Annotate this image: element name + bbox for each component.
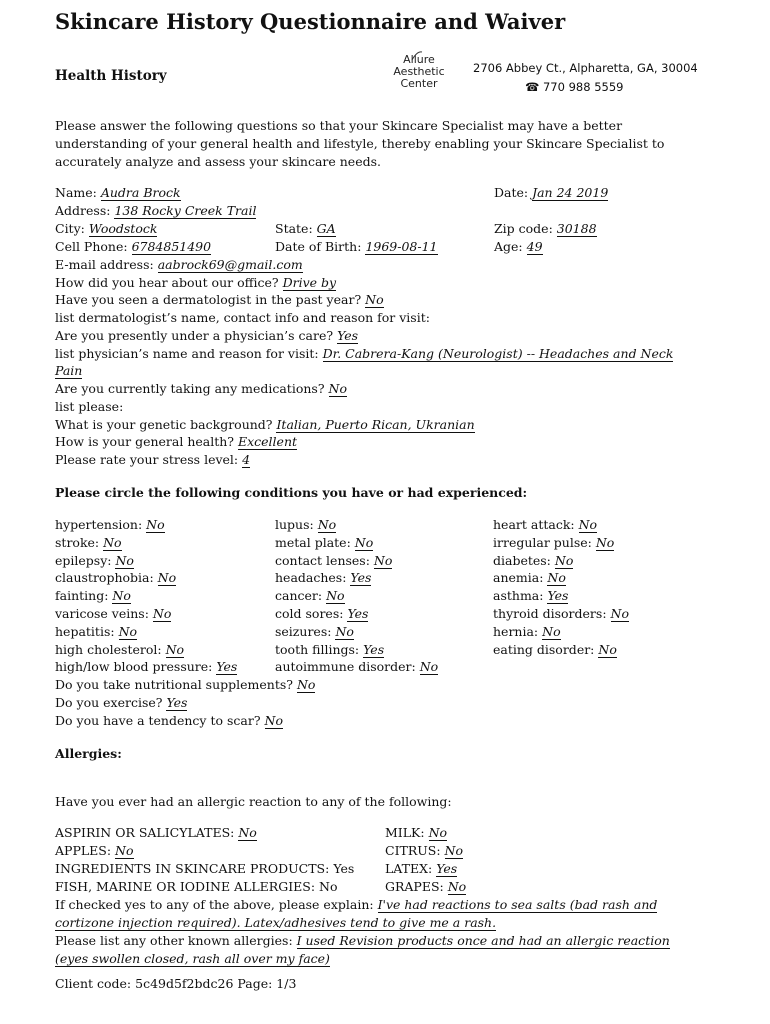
age-field: Age: 49 — [494, 239, 543, 254]
allergy-label: APPLES: — [55, 843, 112, 858]
condition-label: stroke: — [55, 534, 100, 550]
condition-label: anemia: — [493, 570, 544, 586]
allergy-label: CITRUS: — [385, 843, 441, 858]
footer: Client code: 5c49d5f2bdc26 Page: 1/3 — [55, 976, 297, 991]
physician-list-value: Dr. Cabrera-Kang (Neurologist) -- Headaches and Neck — [322, 346, 674, 361]
logo-line-1: Allure — [403, 53, 435, 66]
condition-label: hernia: — [493, 623, 539, 639]
condition-row — [275, 517, 438, 535]
physician-value: Yes — [337, 328, 359, 343]
general-health-value: Excellent — [237, 434, 298, 449]
condition-row — [275, 535, 438, 553]
allergy-row — [55, 843, 354, 861]
condition-value: No — [165, 641, 185, 657]
condition-value: No — [317, 517, 337, 532]
lifestyle-row — [55, 713, 315, 731]
physician-list-field: list physician’s name and reason for visit: Dr. Cabrera-Kang (Neurologist) -- Headaches and Neck — [55, 346, 674, 361]
condition-label: autoimmune disorder: — [275, 659, 416, 675]
condition-row — [493, 570, 629, 588]
email-field: E-mail address: aabrock69@gmail.com — [55, 257, 303, 272]
condition-row — [493, 624, 629, 642]
page-title: Skincare History Questionnaire and Waiver — [55, 9, 566, 34]
date-value: Jan 24 2019 — [532, 185, 609, 200]
condition-row — [55, 570, 237, 588]
condition-value: Yes — [216, 659, 238, 675]
condition-label: seizures: — [275, 623, 332, 639]
lifestyle-value: Yes — [166, 694, 188, 710]
clinic-address: 2706 Abbey Ct., Alpharetta, GA, 30004 — [473, 61, 698, 75]
condition-row — [493, 642, 629, 660]
condition-row — [55, 624, 237, 642]
medications-list-label: list please: — [55, 399, 124, 414]
allergy-value: No — [238, 825, 257, 840]
allergies-left-column — [55, 825, 354, 897]
allergy-value: No — [428, 825, 448, 840]
condition-value: No — [335, 623, 354, 639]
health-history-heading: Health History — [55, 68, 167, 84]
explain-field: If checked yes to any of the above, please explain: I've had reactions to sea salts (bad rash and — [55, 897, 658, 912]
condition-label: contact lenses: — [275, 552, 370, 568]
condition-value: No — [146, 517, 165, 532]
condition-row — [275, 642, 438, 660]
lifestyle-label: Do you have a tendency to scar? — [55, 712, 261, 728]
hear-field: How did you hear about our office? Drive by — [55, 275, 337, 290]
clinic-phone: 770 988 5559 — [542, 80, 624, 94]
condition-row — [275, 606, 438, 624]
condition-value: No — [547, 570, 566, 586]
conditions-column-2 — [275, 517, 438, 677]
condition-row — [493, 588, 629, 606]
condition-row — [275, 588, 438, 606]
allergy-label: GRAPES: — [385, 879, 444, 894]
intro-paragraph: Please answer the following questions so that your Skincare Specialist may have a better understanding of your general health and lifestyle, thereby enabling your Skincare Specialist to accurately analyze and assess your skincare needs. — [55, 118, 665, 169]
explain-value: I've had reactions to sea salts (bad rash and — [377, 897, 658, 912]
condition-label: cancer: — [275, 588, 323, 604]
condition-value: No — [554, 552, 574, 568]
allergy-value: Yes — [333, 861, 355, 876]
conditions-column-3 — [493, 517, 629, 659]
condition-value: Yes — [547, 588, 569, 604]
city-value: Woodstock — [88, 221, 158, 236]
condition-value: No — [103, 534, 122, 550]
condition-row — [275, 659, 438, 677]
condition-row — [493, 553, 629, 571]
condition-value: No — [419, 659, 439, 675]
condition-label: varicose veins: — [55, 605, 149, 621]
condition-label: lupus: — [275, 517, 314, 532]
condition-row — [275, 624, 438, 642]
condition-row — [55, 553, 237, 571]
allergy-row — [385, 861, 466, 879]
phone-icon: ☎ — [525, 80, 540, 94]
condition-label: headaches: — [275, 570, 347, 586]
dermatologist-field: Have you seen a dermatologist in the past year? No — [55, 292, 384, 307]
email-value: aabrock69@gmail.com — [157, 257, 303, 272]
condition-label: diabetes: — [493, 552, 551, 568]
condition-label: hepatitis: — [55, 623, 115, 639]
condition-label: cold sores: — [275, 605, 344, 621]
other-allergies-continued: (eyes swollen closed, rash all over my face) — [55, 951, 330, 966]
allergy-value: No — [447, 879, 467, 894]
condition-value: No — [578, 517, 598, 532]
condition-value: No — [115, 552, 134, 568]
allergies-right-column — [385, 825, 466, 897]
condition-label: irregular pulse: — [493, 534, 592, 550]
lifestyle-label: Do you exercise? — [55, 694, 163, 710]
name-value: Audra Brock — [100, 185, 181, 200]
condition-label: claustrophobia: — [55, 570, 154, 586]
condition-row — [55, 606, 237, 624]
lifestyle-value: No — [296, 677, 316, 692]
condition-row — [55, 659, 237, 677]
allergies-heading: Allergies: — [55, 746, 122, 761]
zip-value: 30188 — [556, 221, 597, 236]
condition-value: No — [542, 623, 561, 639]
allergy-value: No — [115, 843, 134, 858]
conditions-column-1 — [55, 517, 237, 677]
clinic-phone-row — [525, 80, 623, 94]
allergy-label: FISH, MARINE OR IODINE ALLERGIES: — [55, 879, 316, 894]
condition-label: tooth fillings: — [275, 641, 360, 657]
address-field: Address: 138 Rocky Creek Trail — [55, 203, 257, 218]
allergy-label: LATEX: — [385, 861, 433, 876]
stress-value: 4 — [242, 452, 251, 467]
condition-value: No — [326, 588, 345, 604]
allergy-row — [385, 825, 466, 843]
date-field: Date: Jan 24 2019 — [494, 185, 609, 200]
dermatologist-value: No — [365, 292, 384, 307]
lifestyle-label: Do you take nutritional supplements? — [55, 677, 293, 692]
logo-swoosh-icon — [410, 51, 424, 61]
address-value: 138 Rocky Creek Trail — [114, 203, 257, 218]
condition-label: high/low blood pressure: — [55, 659, 213, 675]
state-field: State: GA — [275, 221, 336, 236]
condition-row — [275, 553, 438, 571]
condition-label: high cholesterol: — [55, 641, 162, 657]
allergy-row — [55, 879, 354, 897]
logo-line-3: Center — [400, 77, 438, 90]
allergy-row — [385, 843, 466, 861]
lifestyle-questions — [55, 677, 315, 730]
dob-field: Date of Birth: 1969-08-11 — [275, 239, 438, 254]
genetic-field: What is your genetic background? Italian, Puerto Rican, Ukranian — [55, 417, 475, 432]
condition-label: thyroid disorders: — [493, 605, 607, 621]
physician-field: Are you presently under a physician’s care? Yes — [55, 328, 359, 343]
condition-label: hypertension: — [55, 517, 143, 532]
state-value: GA — [316, 221, 336, 236]
medications-value: No — [328, 381, 347, 396]
hear-value: Drive by — [282, 275, 337, 290]
condition-row — [55, 642, 237, 660]
condition-row — [275, 570, 438, 588]
allergy-question: Have you ever had an allergic reaction to any of the following: — [55, 794, 452, 809]
condition-value: No — [598, 641, 617, 657]
dob-value: 1969-08-11 — [365, 239, 438, 254]
condition-value: No — [157, 570, 177, 586]
zip-field: Zip code: 30188 — [494, 221, 597, 236]
allergy-row — [55, 861, 354, 879]
other-allergies-field: Please list any other known allergies: I used Revision products once and had an allergic reaction — [55, 933, 670, 948]
allergy-label: MILK: — [385, 825, 425, 840]
physician-list-continued: Pain — [55, 363, 83, 378]
condition-row — [55, 535, 237, 553]
condition-value: No — [373, 552, 393, 568]
medications-field: Are you currently taking any medications? No — [55, 381, 347, 396]
condition-row — [493, 606, 629, 624]
condition-value: No — [610, 605, 629, 621]
condition-label: fainting: — [55, 588, 109, 604]
condition-value: No — [152, 605, 172, 621]
cell-value: 6784851490 — [131, 239, 212, 254]
allergy-label: INGREDIENTS IN SKINCARE PRODUCTS: — [55, 861, 330, 876]
stress-field: Please rate your stress level: 4 — [55, 452, 251, 467]
logo-line-2: Aesthetic — [393, 65, 445, 78]
condition-label: heart attack: — [493, 517, 575, 532]
condition-row — [493, 535, 629, 553]
condition-value: No — [118, 623, 138, 639]
condition-value: Yes — [350, 570, 372, 586]
condition-row — [493, 517, 629, 535]
genetic-value: Italian, Puerto Rican, Ukranian — [276, 417, 475, 432]
condition-row — [55, 517, 237, 535]
allergy-value: No — [444, 843, 464, 858]
lifestyle-row — [55, 677, 315, 695]
lifestyle-row — [55, 695, 315, 713]
allergy-row — [55, 825, 354, 843]
general-health-field: How is your general health? Excellent — [55, 434, 298, 449]
allergy-value: No — [319, 879, 338, 894]
logo — [388, 54, 450, 90]
condition-value: No — [595, 534, 615, 550]
condition-label: asthma: — [493, 588, 544, 604]
condition-label: metal plate: — [275, 534, 351, 550]
age-value: 49 — [526, 239, 543, 254]
condition-row — [55, 588, 237, 606]
allergy-value: Yes — [436, 861, 458, 876]
name-field: Name: Audra Brock — [55, 185, 181, 200]
condition-label: eating disorder: — [493, 641, 595, 657]
condition-label: epilepsy: — [55, 552, 112, 568]
explain-continued: cortizone injection required). Latex/adhesives tend to give me a rash. — [55, 915, 497, 930]
dermatologist-list-label: list dermatologist’s name, contact info and reason for visit: — [55, 310, 430, 325]
conditions-heading: Please circle the following conditions you have or had experienced: — [55, 485, 528, 500]
other-allergies-value: I used Revision products once and had an allergic reaction — [296, 933, 670, 948]
condition-value: Yes — [363, 641, 385, 657]
city-field: City: Woodstock — [55, 221, 158, 236]
condition-value: Yes — [347, 605, 369, 621]
condition-value: No — [112, 588, 131, 604]
condition-value: No — [354, 534, 374, 550]
allergy-label: ASPIRIN OR SALICYLATES: — [55, 825, 235, 840]
lifestyle-value: No — [264, 712, 283, 728]
allergy-row — [385, 879, 466, 897]
cell-field: Cell Phone: 6784851490 — [55, 239, 212, 254]
